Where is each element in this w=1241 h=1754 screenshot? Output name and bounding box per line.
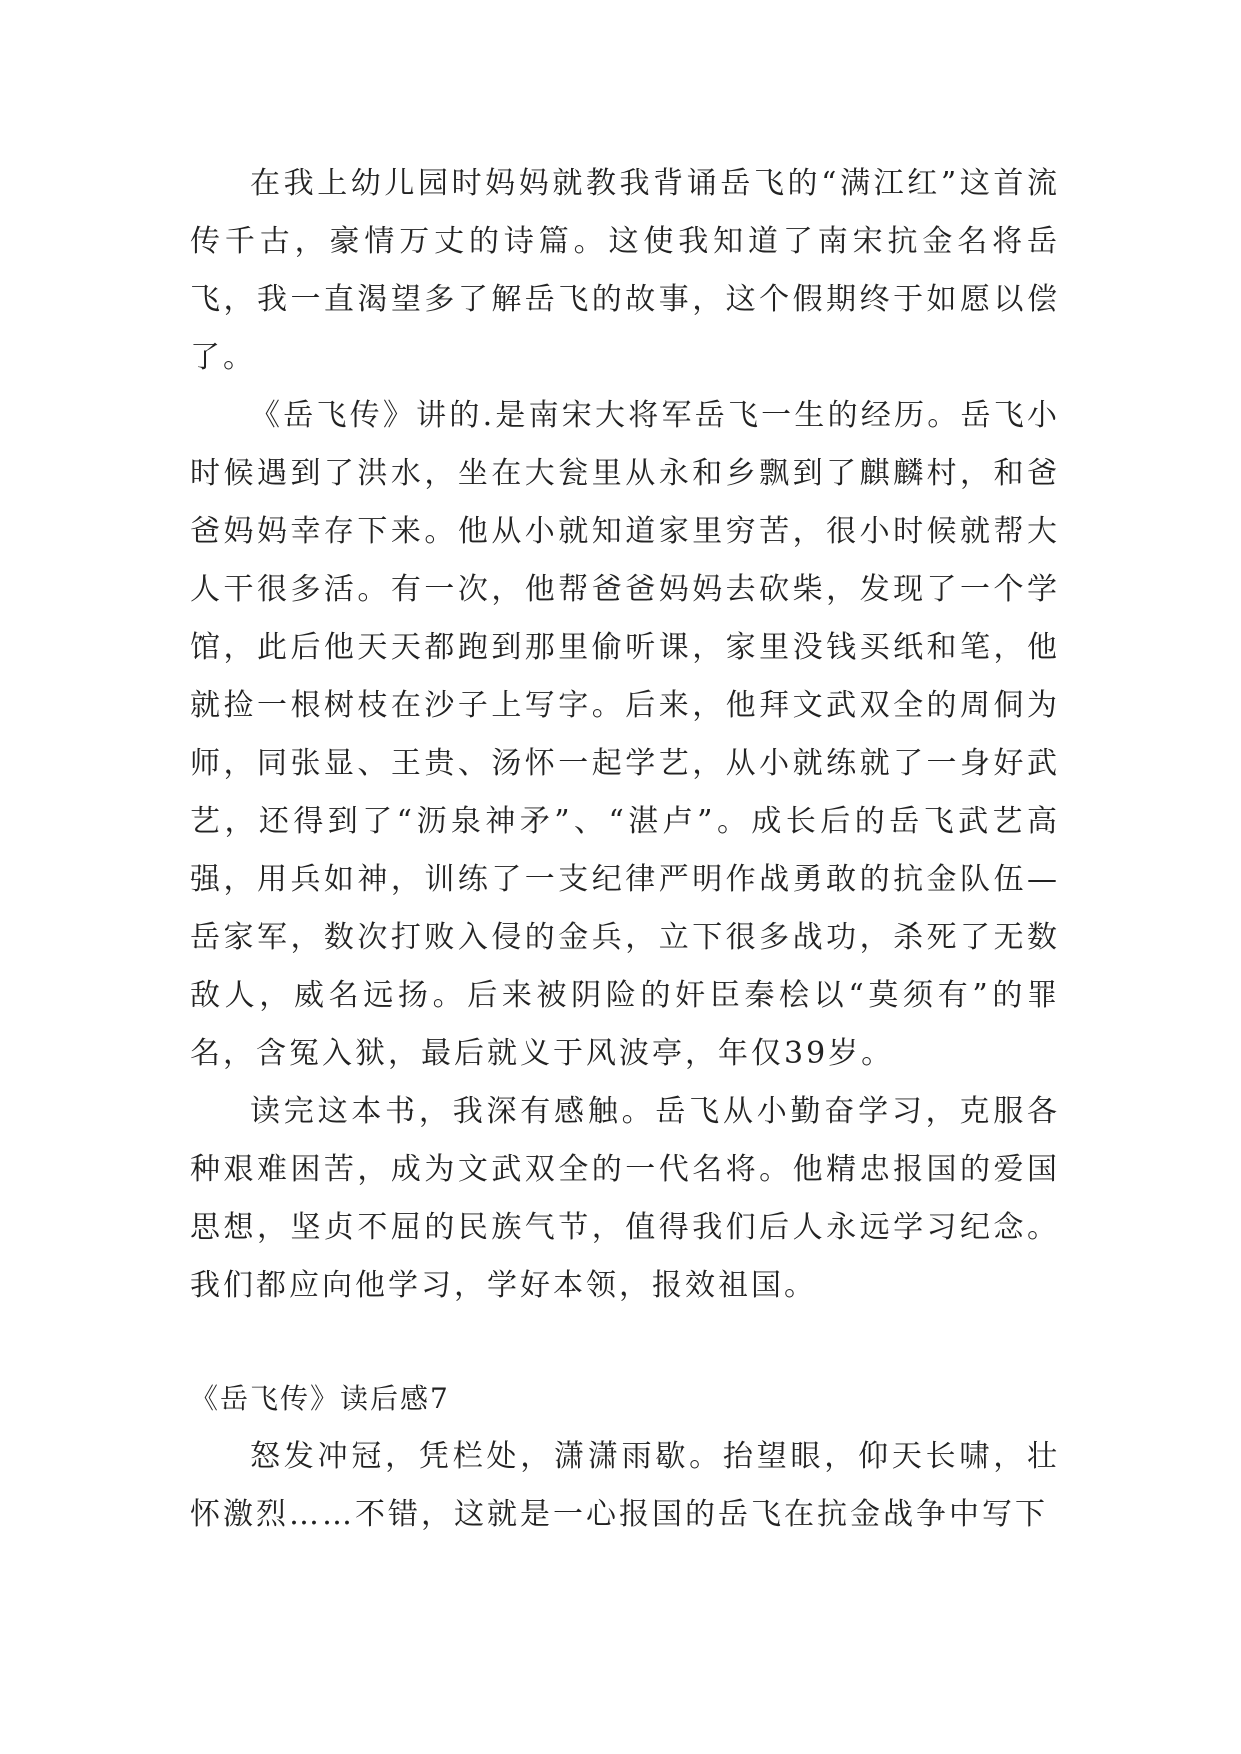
section-title: 《岳飞传》读后感7 [190, 1382, 450, 1415]
body-paragraph-2: 《岳飞传》讲的.是南宋大将军岳飞一生的经历。岳飞小时候遇到了洪水，坐在大瓮里从永和乡飘到了麒麟村，和爸爸妈妈幸存下来。他从小就知道家里穷苦，很小时候就帮大人干很多活。有一次，他帮爸爸妈妈去砍柴，发现了一个学馆，此后他天天都跑到那里偷听课，家里没钱买纸和笔，他就捡一根树枝在沙子上写字。后来，他拜文武双全的周侗为师，同张显、王贵、汤怀一起学艺，从小就练就了一身好武艺，还得到了“沥泉神矛”、“湛卢”。成长后的岳飞武艺高强，用兵如神，训练了一支纪律严明作战勇敢的抗金队伍—岳家军，数次打败入侵的金兵，立下很多战功，杀死了无数敌人，威名远扬。后来被阴险的奸臣秦桧以“莫须有”的罪名，含冤入狱，最后就义于风波亭，年仅39岁。 [190, 398, 1060, 1071]
body-paragraph-3: 读完这本书，我深有感触。岳飞从小勤奋学习，克服各种艰难困苦，成为文武双全的一代名将。他精忠报国的爱国思想，坚贞不屈的民族气节，值得我们后人永远学习纪念。我们都应向他学习，学好本领，报效祖国。 [190, 1094, 1060, 1303]
section-paragraph: 怒发冲冠，凭栏处，潇潇雨歇。抬望眼，仰天长啸，壮怀激烈……不错，这就是一心报国的岳飞在抗金战争中写下 [190, 1439, 1060, 1532]
body-paragraph-1: 在我上幼儿园时妈妈就教我背诵岳飞的“满江红”这首流传千古，豪情万丈的诗篇。这使我知道了南宋抗金名将岳飞，我一直渴望多了解岳飞的故事，这个假期终于如愿以偿了。 [190, 166, 1060, 375]
document-page [190, 155, 1060, 1544]
